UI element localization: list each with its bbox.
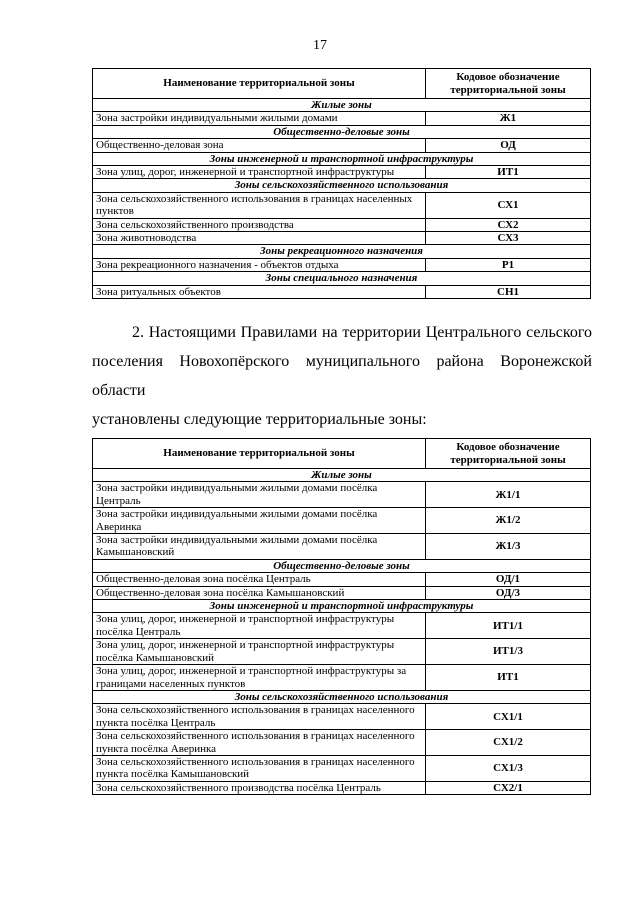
zone-code-cell: ОД/3 — [426, 586, 591, 599]
zone-code-cell: СХ1/1 — [426, 704, 591, 730]
table-row — [93, 139, 591, 152]
zone-code-cell: СХ3 — [426, 232, 591, 245]
zone-code-cell: СХ1 — [426, 192, 591, 218]
table-row — [93, 781, 591, 794]
zone-name-cell: Зона улиц, дорог, инженерной и транспортной инфраструктуры — [93, 166, 426, 179]
section-label: Зоны рекреационного назначения — [93, 245, 591, 258]
table-row — [93, 534, 591, 560]
zone-code-cell: ОД/1 — [426, 573, 591, 586]
table-header-row — [93, 69, 591, 99]
zone-name-cell: Зона застройки индивидуальными жилыми домами посёлка Аверинка — [93, 508, 426, 534]
zone-code-cell: ИТ1/1 — [426, 613, 591, 639]
table-row — [93, 192, 591, 218]
table-row — [93, 482, 591, 508]
table-row — [93, 285, 591, 298]
zone-code-cell: СН1 — [426, 285, 591, 298]
column-header-code: Кодовое обозначение территориальной зоны — [426, 439, 591, 469]
section-label: Жилые зоны — [93, 469, 591, 482]
table-row — [93, 613, 591, 639]
section-row — [93, 125, 591, 138]
zone-code-cell: Ж1/1 — [426, 482, 591, 508]
zone-name-cell: Зона застройки индивидуальными жилыми домами посёлка Камышановский — [93, 534, 426, 560]
zone-code-cell: ОД — [426, 139, 591, 152]
section-row — [93, 559, 591, 572]
table-row — [93, 704, 591, 730]
zone-code-cell: СХ2 — [426, 218, 591, 231]
zone-name-cell: Зона застройки индивидуальными жилыми домами — [93, 112, 426, 125]
section-row — [93, 245, 591, 258]
zone-name-cell: Зона ритуальных объектов — [93, 285, 426, 298]
column-header-name: Наименование территориальной зоны — [93, 439, 426, 469]
zone-name-cell: Зона животноводства — [93, 232, 426, 245]
zone-name-cell: Зона сельскохозяйственного производства посёлка Централь — [93, 781, 426, 794]
table-header-row — [93, 439, 591, 469]
zone-name-cell: Зона застройки индивидуальными жилыми домами посёлка Централь — [93, 482, 426, 508]
zone-name-cell: Зона сельскохозяйственного использования в границах населенного пункта посёлка Камышановский — [93, 755, 426, 781]
table-row — [93, 166, 591, 179]
table-row — [93, 573, 591, 586]
paragraph-line-2: поселения Новохопёрского муниципального района Воронежской области — [92, 353, 592, 399]
table-row — [93, 112, 591, 125]
section-label: Общественно-деловые зоны — [93, 125, 591, 138]
zone-name-cell: Зона улиц, дорог, инженерной и транспортной инфраструктуры за границами населенных пунктов — [93, 665, 426, 691]
zone-code-cell: Ж1 — [426, 112, 591, 125]
zone-name-cell: Зона сельскохозяйственного производства — [93, 218, 426, 231]
section-label: Зоны сельскохозяйственного использования — [93, 179, 591, 192]
table-row — [93, 218, 591, 231]
page-number: 17 — [313, 38, 327, 53]
section-label: Общественно-деловые зоны — [93, 559, 591, 572]
zone-code-cell: ИТ1 — [426, 665, 591, 691]
section-row — [93, 690, 591, 703]
table-row — [93, 639, 591, 665]
section-label: Зоны инженерной и транспортной инфраструктуры — [93, 152, 591, 165]
table-row — [93, 586, 591, 599]
zone-code-cell: Р1 — [426, 258, 591, 271]
section-label: Жилые зоны — [93, 99, 591, 112]
zone-code-cell: СХ1/3 — [426, 755, 591, 781]
table-row — [93, 755, 591, 781]
table-row — [93, 232, 591, 245]
zone-name-cell: Зона улиц, дорог, инженерной и транспортной инфраструктуры посёлка Централь — [93, 613, 426, 639]
zone-code-cell: ИТ1/3 — [426, 639, 591, 665]
paragraph-line-1: 2. Настоящими Правилами на территории Центрального сельского — [132, 324, 592, 341]
zones-table-general — [92, 68, 591, 299]
zone-name-cell: Общественно-деловая зона посёлка Камышановский — [93, 586, 426, 599]
zone-name-cell: Зона сельскохозяйственного использования в границах населенных пунктов — [93, 192, 426, 218]
zone-name-cell: Общественно-деловая зона посёлка Централь — [93, 573, 426, 586]
zone-code-cell: СХ1/2 — [426, 730, 591, 756]
table-row — [93, 665, 591, 691]
zone-name-cell: Зона улиц, дорог, инженерной и транспортной инфраструктуры посёлка Камышановский — [93, 639, 426, 665]
table-row — [93, 730, 591, 756]
table-row — [93, 508, 591, 534]
section-row — [93, 469, 591, 482]
zone-name-cell: Зона сельскохозяйственного использования в границах населенного пункта посёлка Аверинка — [93, 730, 426, 756]
column-header-code: Кодовое обозначение территориальной зоны — [426, 69, 591, 99]
zone-name-cell: Общественно-деловая зона — [93, 139, 426, 152]
zone-name-cell: Зона сельскохозяйственного использования в границах населенного пункта посёлка Централь — [93, 704, 426, 730]
zone-code-cell: СХ2/1 — [426, 781, 591, 794]
paragraph-line-3: установлены следующие территориальные зоны: — [92, 411, 427, 428]
zone-code-cell: Ж1/3 — [426, 534, 591, 560]
zones-table-settlements — [92, 438, 591, 795]
zones-paragraph — [92, 318, 592, 434]
column-header-name: Наименование территориальной зоны — [93, 69, 426, 99]
section-label: Зоны специального назначения — [93, 272, 591, 285]
section-row — [93, 152, 591, 165]
section-row — [93, 179, 591, 192]
section-row — [93, 600, 591, 613]
zone-code-cell: ИТ1 — [426, 166, 591, 179]
section-row — [93, 99, 591, 112]
table-row — [93, 258, 591, 271]
zone-name-cell: Зона рекреационного назначения - объектов отдыха — [93, 258, 426, 271]
section-label: Зоны инженерной и транспортной инфраструктуры — [93, 600, 591, 613]
section-label: Зоны сельскохозяйственного использования — [93, 690, 591, 703]
zone-code-cell: Ж1/2 — [426, 508, 591, 534]
section-row — [93, 272, 591, 285]
